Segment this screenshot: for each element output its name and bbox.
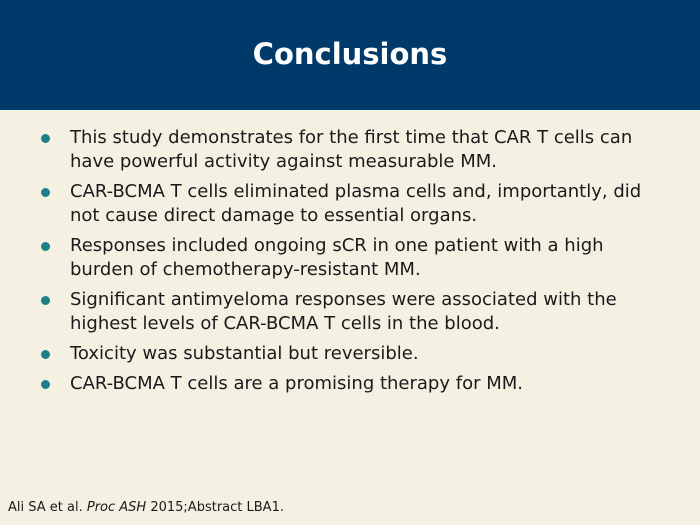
bullet-dot-icon <box>41 188 50 197</box>
citation-journal: Proc ASH <box>86 500 147 515</box>
bullet-text: CAR-BCMA T cells are a promising therapy for MM. <box>70 373 523 394</box>
bullet-text: Responses included ongoing sCR in one patient with a high burden of chemotherapy-resistant MM. <box>70 235 604 280</box>
bullet-item <box>40 288 670 336</box>
conclusions-list <box>40 126 670 402</box>
bullet-text: This study demonstrates for the first time that CAR T cells can have powerful activity against measurable MM. <box>70 127 633 172</box>
bullet-item <box>40 126 670 174</box>
bullet-item <box>40 180 670 228</box>
bullet-text: Toxicity was substantial but reversible. <box>70 343 419 364</box>
bullet-item <box>40 342 670 366</box>
bullet-dot-icon <box>41 296 50 305</box>
citation-details: 2015;Abstract LBA1. <box>150 500 284 515</box>
bullet-dot-icon <box>41 380 50 389</box>
title-bar <box>0 0 700 110</box>
bullet-item <box>40 372 670 396</box>
bullet-text: CAR-BCMA T cells eliminated plasma cells and, importantly, did not cause direct damage to essential organs. <box>70 181 642 226</box>
slide-title: Conclusions <box>252 37 448 71</box>
citation <box>8 500 284 515</box>
bullet-text: Significant antimyeloma responses were associated with the highest levels of CAR-BCMA T cells in the blood. <box>70 289 617 334</box>
bullet-item <box>40 234 670 282</box>
bullet-dot-icon <box>41 350 50 359</box>
bullet-dot-icon <box>41 242 50 251</box>
bullet-dot-icon <box>41 134 50 143</box>
citation-authors: Ali SA et al. <box>8 500 83 515</box>
